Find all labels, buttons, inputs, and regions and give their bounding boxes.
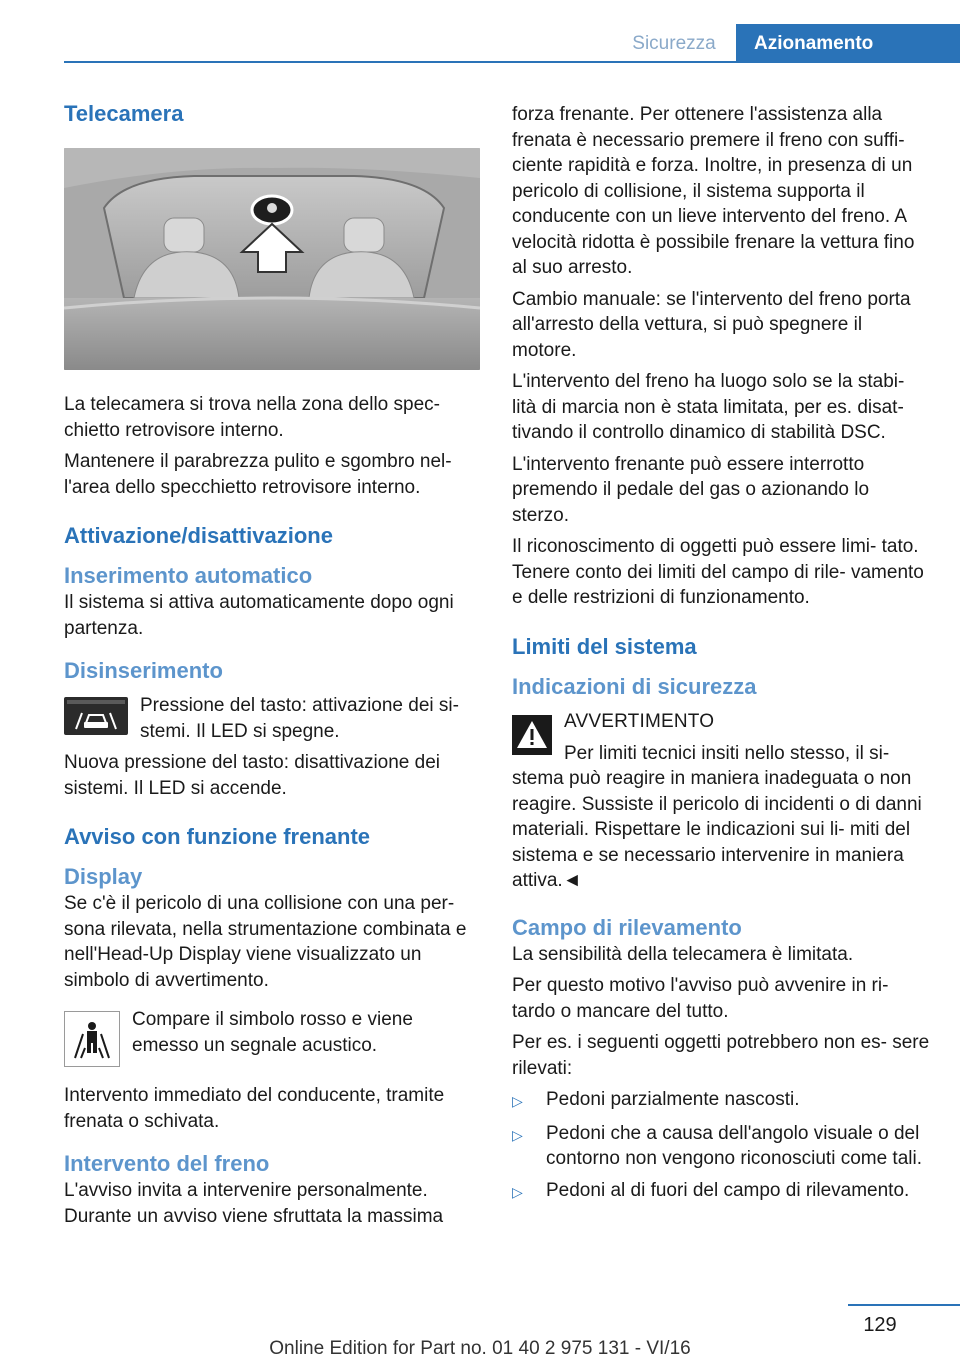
heading-off: Disinserimento	[64, 658, 223, 683]
bullet-triangle-icon: ▷	[512, 1126, 523, 1143]
list-item-text: Pedoni al di fuori del campo di rilevamento.	[546, 1179, 910, 1201]
interrupt-text: L'intervento frenante può essere interrotto premendo il pedale del gas o azionando lo sterzo.	[512, 453, 870, 526]
display-text: Se c'è il pericolo di una collisione con una per- sona rilevata, nella strumentazione combinata e nell'Head-Up Display viene visualizzato un simbolo di avvertimento.	[64, 893, 467, 991]
camera-arrow-icon	[64, 148, 480, 370]
heading-brake-warning: Avviso con funzione frenante	[64, 824, 371, 849]
warning-text: Per limiti tecnici insiti nello stesso, il si- stema può reagire in maniera inadeguata o non reagire. Sussiste il pericolo di incidenti o di danni materiali. Rispettare le indicazioni sui li- miti del sistema e se necessario intervenire in maniera attiva.◄	[512, 742, 922, 891]
symbol-row	[64, 1007, 482, 1067]
range-text-1: La sensibilità della telecamera è limitata.	[512, 943, 854, 965]
heading-auto-on: Inserimento automatico	[64, 563, 313, 588]
header-chapter-tab: Azionamento	[736, 24, 960, 63]
warning-label: AVVERTIMENTO	[564, 710, 715, 732]
bullet-triangle-icon: ▷	[512, 1093, 523, 1109]
footer-rule	[848, 1304, 960, 1306]
heading-system-limits: Limiti del sistema	[512, 633, 697, 659]
auto-on-text: Il sistema si attiva automaticamente dopo ogni partenza.	[64, 592, 454, 639]
range-text-3: Per es. i seguenti oggetti potrebbero non es- sere rilevati:	[512, 1032, 930, 1079]
object-recognition-text: Il riconoscimento di oggetti può essere limi- tato. Tenere conto dei limiti del campo di rile- vamento e delle restrizioni di funzionamento.	[512, 536, 924, 608]
list-item	[512, 1121, 930, 1172]
manual-gearbox-text: Cambio manuale: se l'intervento del freno porta all'arresto della vettura, si può spegnere il motore.	[512, 288, 911, 361]
camera-location-photo	[64, 148, 480, 370]
stability-text: L'intervento del freno ha luogo solo se la stabi- lità di marcia non è stata limitata, per es. disat- tivando il controllo dinamico di stabilità DSC.	[512, 371, 905, 443]
list-item	[512, 1178, 930, 1206]
bullet-triangle-icon: ▷	[512, 1183, 523, 1200]
list-item	[512, 1087, 930, 1115]
page-number: 129	[863, 1314, 897, 1336]
brake-force-text: forza frenante. Per ottenere l'assistenza alla frenata è necessario premere il freno con suffi- ciente rapidità e forza. Inoltre, in presenza di un pericolo di collisione, il sistema supporta il conducente con un lieve intervento del freno. A velocità ridotta è possibile frenare la vettura fino al suo arresto.	[512, 104, 915, 278]
heading-brake-intervention: Intervento del freno	[64, 1151, 270, 1176]
pedestrian-warning-icon	[64, 1011, 120, 1067]
driver-action-text: Intervento immediato del conducente, tramite frenata o schivata.	[64, 1085, 445, 1132]
right-column	[512, 102, 930, 1211]
undetected-objects-list	[512, 1087, 930, 1205]
header-section-label: Sicurezza	[632, 33, 716, 54]
section-title-camera: Telecamera	[64, 101, 184, 126]
brake-intervention-text: L'avviso invita a intervenire personalmente. Durante un avviso viene sfruttata la massima	[64, 1180, 444, 1227]
list-item-text: Pedoni che a causa dell'angolo visuale o del contorno non vengono riconosciuti come tali.	[546, 1122, 923, 1169]
button-press-row	[64, 693, 482, 744]
collision-warning-button-icon	[64, 697, 128, 735]
left-column	[64, 100, 482, 1235]
heading-display: Display	[64, 864, 143, 889]
heading-detection-range: Campo di rilevamento	[512, 914, 742, 940]
heading-activation: Attivazione/disattivazione	[64, 523, 333, 548]
button-press-text: Pressione del tasto: attivazione dei si- stemi. Il LED si spegne.	[140, 695, 459, 742]
camera-location-text: La telecamera si trova nella zona dello spec- chietto retrovisore interno.	[64, 394, 440, 441]
range-text-2: Per questo motivo l'avviso può avvenire in ri- tardo o mancare del tutto.	[512, 975, 889, 1022]
heading-safety-notes: Indicazioni di sicurezza	[512, 673, 757, 699]
warning-triangle-icon	[512, 715, 552, 755]
list-item-text: Pedoni parzialmente nascosti.	[546, 1089, 800, 1110]
symbol-text: Compare il simbolo rosso e viene emesso un segnale acustico.	[132, 1009, 413, 1056]
footer-edition: Online Edition for Part no. 01 40 2 975 131 - VI/16	[269, 1338, 691, 1359]
windshield-clean-text: Mantenere il parabrezza pulito e sgombro nel- l'area dello specchietto retrovisore interno.	[64, 451, 452, 498]
button-press-again-text: Nuova pressione del tasto: disattivazione dei sistemi. Il LED si accende.	[64, 752, 441, 799]
